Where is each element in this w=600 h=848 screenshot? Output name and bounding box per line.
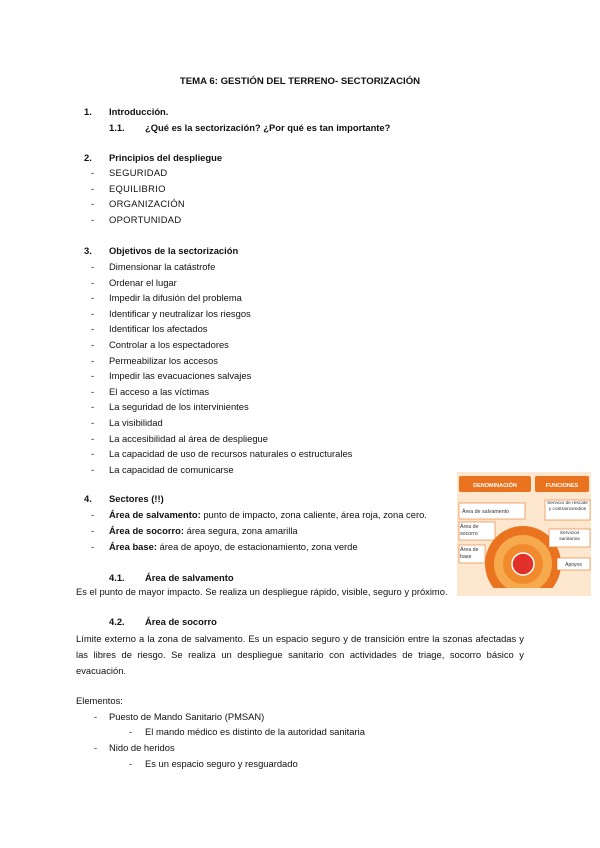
section-4-2-number: 4.2. xyxy=(109,616,125,627)
section-1-heading: Introducción. xyxy=(109,106,169,117)
elements-label: Elementos: xyxy=(76,695,123,706)
section-1-number: 1. xyxy=(84,106,92,117)
section-2-number: 2. xyxy=(84,152,92,163)
section-4-1-heading: Área de salvamento xyxy=(145,572,234,583)
bullet: - xyxy=(91,213,95,225)
objective-item: Impedir las evacuaciones salvajes xyxy=(109,370,252,382)
bullet: - xyxy=(91,354,95,366)
objective-item: Permeabilizar los accesos xyxy=(109,354,218,366)
diagram-header-left-text: DENOMINACIÓN xyxy=(473,483,517,489)
objective-item: La accesibilidad al área de despliegue xyxy=(109,432,268,444)
bullet: - xyxy=(91,525,95,536)
zone-label-salvamento: Área de salvamento xyxy=(462,509,510,515)
element-item-2: Nido de heridos xyxy=(109,742,175,753)
principle-item: SEGURIDAD xyxy=(109,167,168,178)
section-4-heading: Sectores (!!) xyxy=(109,493,164,504)
zone-core-salvamento xyxy=(512,553,534,575)
sector-description: área de apoyo, de estacionamiento, zona verde xyxy=(156,541,358,552)
section-1-1-number: 1.1. xyxy=(109,122,125,133)
section-4-2-heading: Área de socorro xyxy=(145,616,217,627)
objective-item: La seguridad de los intervinientes xyxy=(109,401,249,413)
bullet: - xyxy=(91,385,95,397)
diagram-header-right-text: FUNCIONES xyxy=(545,483,579,489)
bullet: - xyxy=(129,758,133,769)
sectors-diagram xyxy=(457,472,591,596)
sector-term: Área de socorro: xyxy=(109,525,185,536)
section-1-1-heading: ¿Qué es la sectorización? ¿Por qué es tan importante? xyxy=(145,122,391,133)
sector-description: punto de impacto, zona caliente, área roja, zona cero. xyxy=(200,509,427,520)
objective-item: Identificar los afectados xyxy=(109,323,208,335)
zone-label-base: Área de base xyxy=(460,547,479,560)
section-2-heading: Principios del despliegue xyxy=(109,152,223,163)
bullet: - xyxy=(91,401,95,413)
section-3-number: 3. xyxy=(84,245,92,256)
sector-item xyxy=(109,509,427,520)
objective-item: Dimensionar la catástrofe xyxy=(109,261,216,272)
bullet: - xyxy=(91,292,95,304)
function-sanitarios: Servicios sanitarios xyxy=(559,531,580,542)
sector-item xyxy=(109,541,358,552)
element-subitem-1: El mando médico es distinto de la autoridad sanitaria xyxy=(145,726,365,737)
section-4-number: 4. xyxy=(84,493,92,504)
bullet: - xyxy=(94,742,98,753)
principle-item: ORGANIZACIÓN xyxy=(109,198,185,210)
bullet: - xyxy=(94,711,98,722)
objective-item: Controlar a los espectadores xyxy=(109,339,229,350)
section-4-1-text: Es el punto de mayor impacto. Se realiza un despliegue rápido, visible, seguro y próximo. xyxy=(76,586,448,597)
diagram-bottom-mask xyxy=(457,588,591,596)
function-rescate: Servicio de rescate y contraincendios xyxy=(547,501,588,512)
principle-item: OPORTUNIDAD xyxy=(109,213,182,225)
section-3-heading: Objetivos de la sectorización xyxy=(109,245,239,256)
zone-label-socorro: Área de socorro xyxy=(460,524,479,537)
bullet: - xyxy=(91,276,95,288)
sector-description: área segura, zona amarilla xyxy=(184,525,298,536)
bullet: - xyxy=(91,432,95,444)
objective-item: Impedir la difusión del problema xyxy=(109,292,242,304)
objective-item: La visibilidad xyxy=(109,417,163,428)
objective-item: Ordenar el lugar xyxy=(109,276,177,288)
bullet: - xyxy=(91,261,95,272)
sector-term: Área de salvamento: xyxy=(109,509,201,520)
bullet: - xyxy=(91,370,95,382)
bullet: - xyxy=(91,323,95,335)
bullet: - xyxy=(91,463,95,475)
bullet: - xyxy=(91,417,95,428)
bullet: - xyxy=(91,198,95,210)
element-subitem-2: Es un espacio seguro y resguardado xyxy=(145,758,298,769)
objective-item: Identificar y neutralizar los riesgos xyxy=(109,307,251,319)
objective-item: La capacidad de uso de recursos naturales o estructurales xyxy=(109,448,353,460)
bullet: - xyxy=(91,448,95,460)
element-item-1: Puesto de Mando Sanitario (PMSAN) xyxy=(109,711,265,722)
section-4-2-text: Límite externo a la zona de salvamento. Es un espacio seguro y de transición entre la szonas afectadas y las libres de riesgo. Se realiza un despliegue sanitario con actividades de triage, socorro básico y evacuación. xyxy=(76,633,524,676)
bullet: - xyxy=(91,167,95,178)
bullet: - xyxy=(91,182,95,194)
function-apoyos: Apoyos xyxy=(565,562,582,568)
objective-item: La capacidad de comunicarse xyxy=(109,463,234,475)
principle-item: EQUILIBRIO xyxy=(109,182,166,194)
sector-term: Área base: xyxy=(109,541,157,552)
bullet: - xyxy=(129,726,133,737)
objective-item: El acceso a las víctimas xyxy=(109,385,210,397)
sector-item xyxy=(109,525,298,536)
bullet: - xyxy=(91,307,95,319)
bullet: - xyxy=(91,541,95,552)
page-title: TEMA 6: GESTIÓN DEL TERRENO- SECTORIZACIÓN xyxy=(179,76,421,87)
section-4-1-number: 4.1. xyxy=(109,572,125,583)
bullet: - xyxy=(91,509,95,520)
bullet: - xyxy=(91,339,95,350)
